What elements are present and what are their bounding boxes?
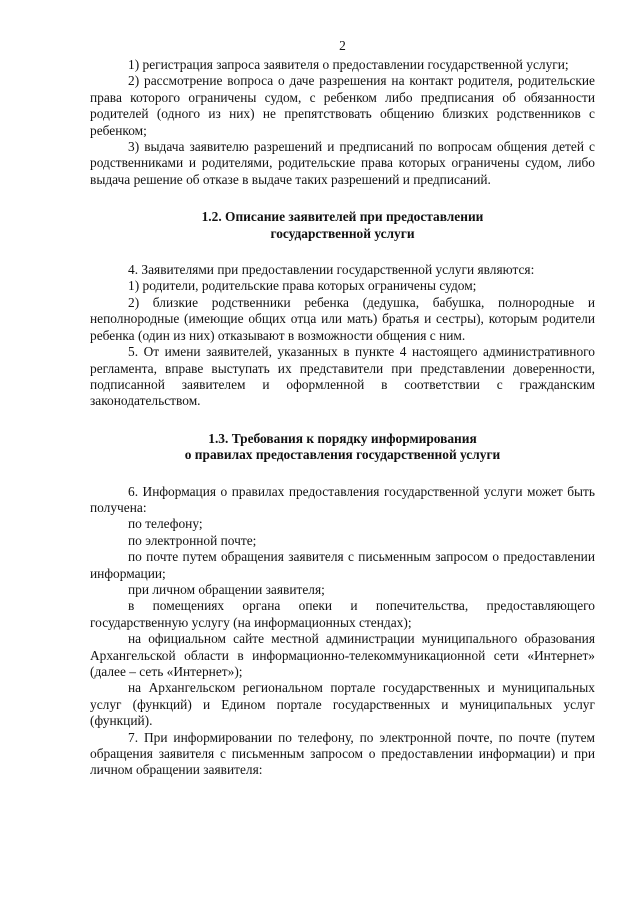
list-item-premises: в помещениях органа опеки и попечительства, предоставляющего государственную услугу (на информационных стендах); [90, 598, 595, 630]
list-item-personal-visit: при личном обращении заявителя; [128, 581, 325, 597]
list-item-official-site: на официальном сайте местной администрации муниципального образования Архангельской области в информационно-телекоммуникационной сети «Интернет» (далее – сеть «Интернет»); [90, 631, 595, 679]
applicants-section [90, 262, 595, 410]
heading-1-2-line1: 1.2. Описание заявителей при предоставлении [201, 209, 484, 225]
list-item-mail: по почте путем обращения заявителя с письменным запросом о предоставлении информации; [90, 549, 595, 581]
paragraph-registration: 1) регистрация запроса заявителя о предоставлении государственной услуги; [128, 57, 569, 72]
paragraph-applicants-relatives: 2) близкие родственники ребенка (дедушка, бабушка, полнородные и неполнородные (имеющие общих отца или мать) братья и сестры), которым родители ребенка (один из них) отказывают в возможности общения с ним. [90, 294, 595, 343]
informing-section [90, 484, 595, 779]
list-item-portals: на Архангельском региональном портале государственных и муниципальных услуг (функций) и Едином портале государственных и муниципальных услуг (функций). [90, 680, 595, 729]
section-heading-1-3 [90, 431, 595, 464]
document-page [90, 38, 595, 779]
paragraph-consideration: 2) рассмотрение вопроса о даче разрешения на контакт родителя, родительские права которого ограничены судом, с ребенком либо предписания об обязанности родителей (одного из них) не препятствовать общению близких родственников с ребенком; [90, 73, 595, 138]
paragraph-applicants-intro: 4. Заявителями при предоставлении государственной услуги являются: [128, 262, 535, 278]
heading-1-3-line2: о правилах предоставления государственной услуги [184, 447, 501, 463]
list-item-phone: по телефону; [128, 516, 203, 532]
paragraph-issuance: 3) выдача заявителю разрешений и предписаний по вопросам общения детей с родственниками и родителями, родительские права которых ограничены судом, либо выдача решение об отказе в выдаче таких разрешений и предписаний. [90, 139, 595, 187]
procedures-list [90, 57, 595, 188]
paragraph-info-sources: 6. Информация о правилах предоставления государственной услуги может быть получена: [90, 483, 595, 515]
heading-1-2-line2: государственной услуги [270, 225, 415, 241]
paragraph-applicants-parents: 1) родители, родительские права которых ограничены судом; [128, 278, 477, 294]
paragraph-representatives: 5. От имени заявителей, указанных в пункте 4 настоящего административного регламента, вправе выступать их представители при представлении доверенности, подписанной заявителем и оформленной в соответствии с гражданским законодательством. [90, 344, 595, 409]
heading-1-3-line1: 1.3. Требования к порядку информирования [208, 430, 477, 446]
list-item-email: по электронной почте; [128, 532, 257, 548]
section-heading-1-2 [90, 209, 595, 242]
page-number: 2 [339, 38, 346, 53]
paragraph-informing-rules: 7. При информировании по телефону, по электронной почте, по почте (путем обращения заявителя с письменным запросом о предоставлении информации) и при личном обращении заявителя: [90, 729, 595, 778]
